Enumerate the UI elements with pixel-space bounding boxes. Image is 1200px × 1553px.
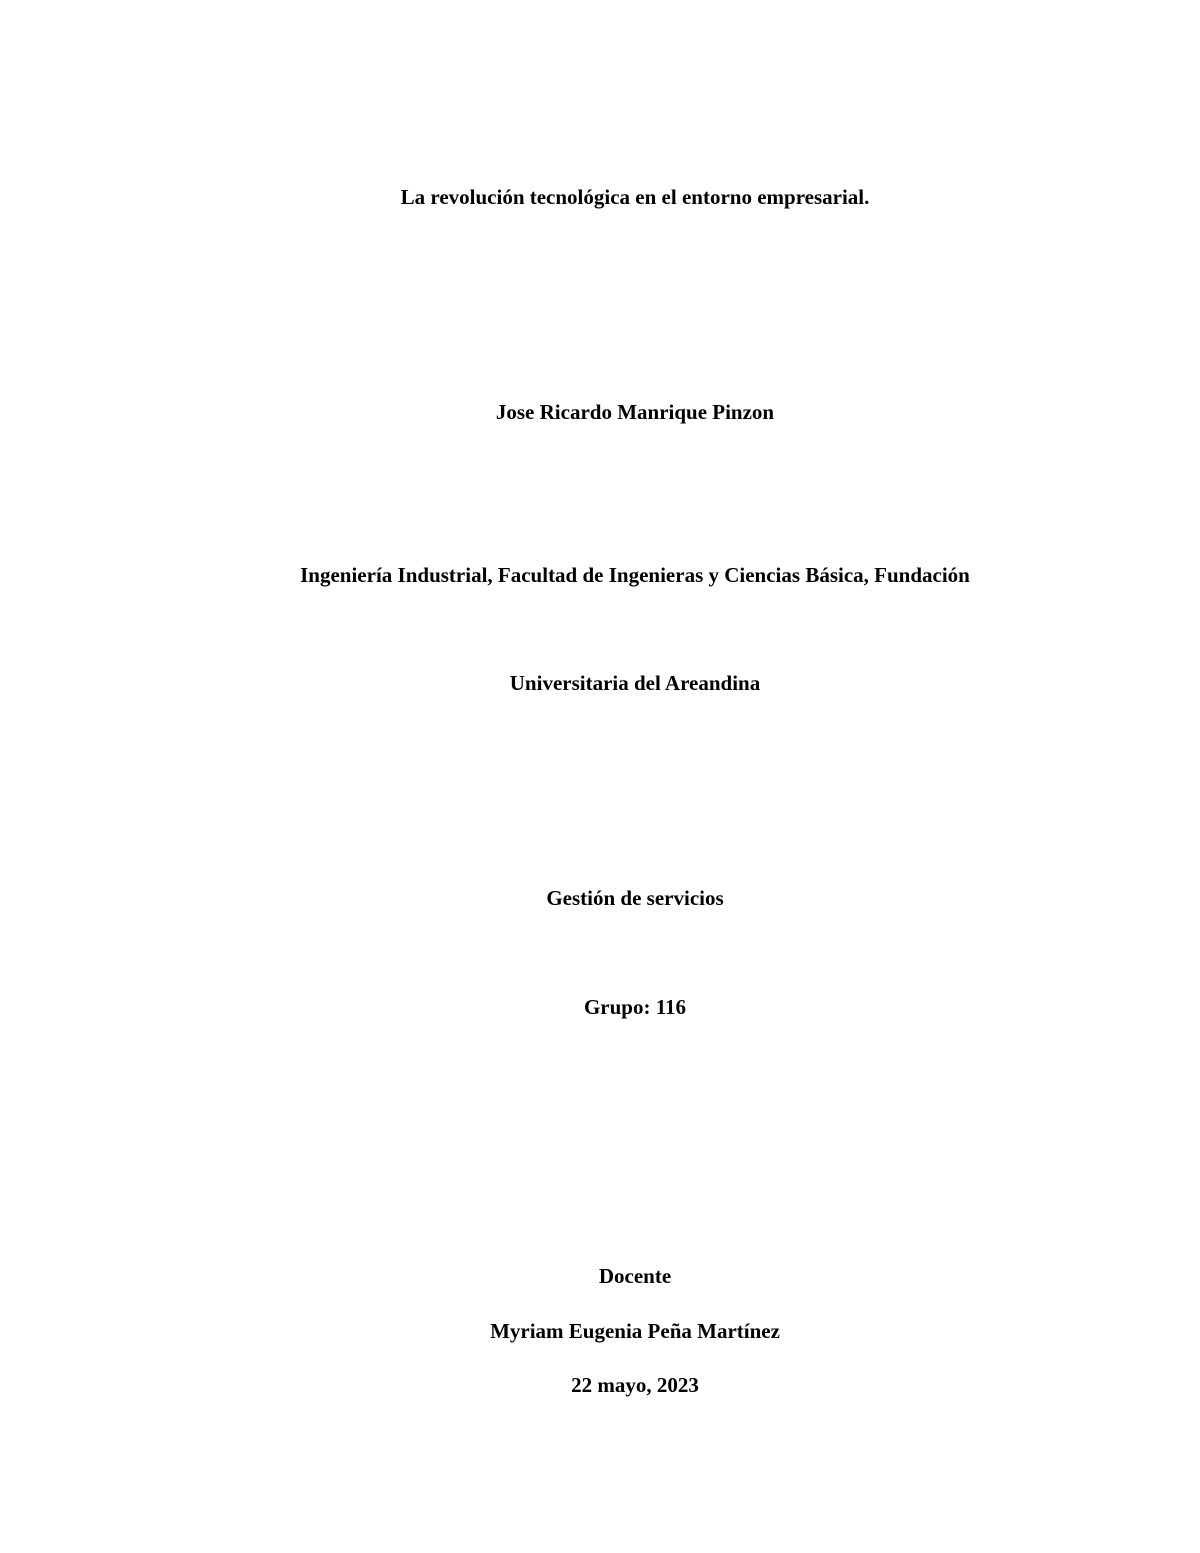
author-name: Jose Ricardo Manrique Pinzon — [495, 400, 775, 424]
course-name: Gestión de servicios — [546, 886, 724, 910]
teacher-label: Docente — [598, 1264, 672, 1288]
teacher-name: Myriam Eugenia Peña Martínez — [490, 1319, 780, 1343]
document-title: La revolución tecnológica en el entorno empresarial. — [400, 185, 870, 209]
document-date: 22 mayo, 2023 — [571, 1373, 699, 1397]
group-number: Grupo: 116 — [583, 995, 687, 1019]
institution-line-2: Universitaria del Areandina — [509, 671, 761, 695]
institution-line-1: Ingeniería Industrial, Facultad de Ingenieras y Ciencias Básica, Fundación — [300, 563, 970, 587]
